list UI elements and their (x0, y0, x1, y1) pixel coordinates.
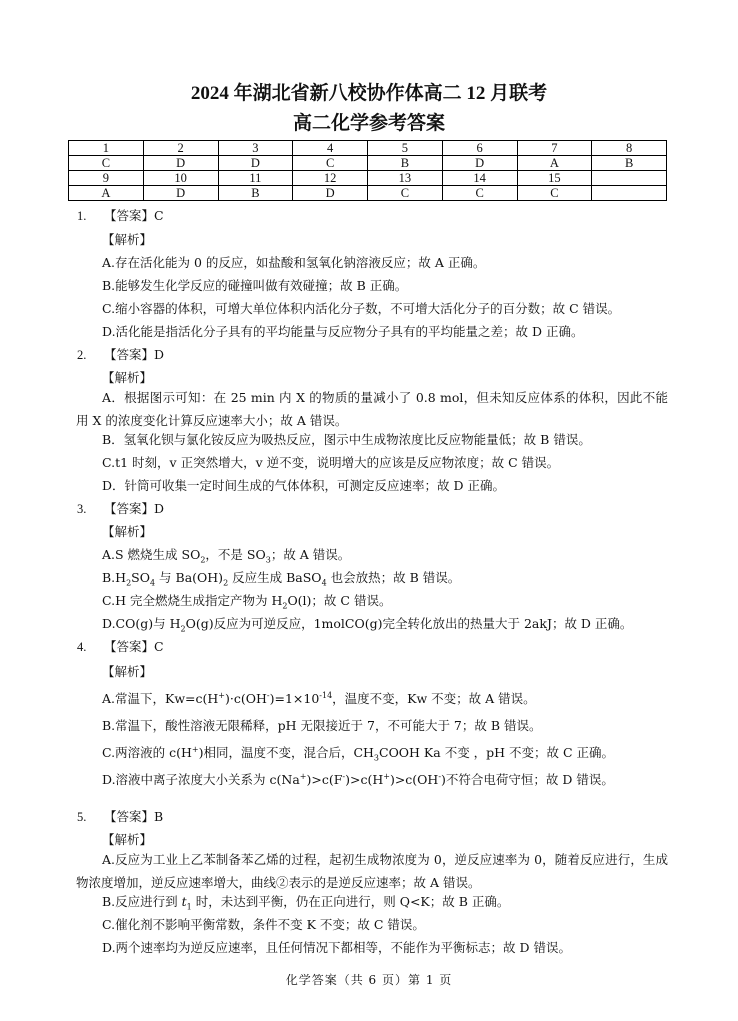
q5-answer (77, 809, 163, 825)
q3-answer (77, 501, 164, 517)
table-cell: D (293, 186, 368, 201)
q2-answer (77, 347, 164, 363)
table-cell: C (293, 156, 368, 171)
table-cell: 13 (368, 171, 443, 186)
q3-line-b: $B.H_2SO_4$ 与 $Ba(OH)_2$ 反应生成 BaSO$_4$ 也会放热；故 B 错误。 (102, 570, 461, 588)
page-footer: 化学答案（共 6 页）第 1 页 (285, 973, 453, 987)
table-cell: C (517, 186, 592, 201)
table-cell: 6 (442, 141, 517, 156)
table-cell: 2 (143, 141, 218, 156)
page-subtitle: 高二化学参考答案 (292, 113, 445, 134)
table-cell: D (218, 156, 293, 171)
table-row (69, 171, 667, 186)
q5-answer-letter: B (154, 809, 164, 824)
q5-number: 5. (77, 810, 87, 824)
q2-para-a: A．根据图示可知：在 25 min 内 X 的物质的量减小了 0.8 mol，但未知反应体系的体积，因此不能用 X 的浓度变化计算反应速率大小；故 A 错误。 (76, 390, 668, 428)
q5-analysis-tag: 【解析】 (102, 832, 153, 847)
q4-answer-letter: C (154, 639, 164, 654)
table-cell: C (442, 186, 517, 201)
q3-line-a: A.S 燃烧生成 $SO_2$，不是 $SO_3$；故 A 错误。 (102, 547, 351, 565)
table-cell: 14 (442, 171, 517, 186)
table-cell: 10 (143, 171, 218, 186)
table-cell: 15 (517, 171, 592, 186)
answer-tag: 【答案】 (104, 809, 155, 824)
q5-line-b: B.反应进行到 $t_1$ 时，未达到平衡，仍在正向进行，则 Q<K；故 B 正确。 (102, 894, 510, 912)
q2-line-d: D．针筒可收集一定时间生成的气体体积，可测定反应速率；故 D 正确。 (102, 478, 505, 493)
table-cell (592, 186, 667, 201)
q5-para-a: A.反应为工业上乙苯制备苯乙烯的过程，起初生成物浓度为 0，逆反应速率为 0，随着反应进行，生成物浓度增加，逆反应速率增大，曲线②表示的是逆反应速率；故 A 错误。 (76, 852, 668, 890)
table-cell: 1 (69, 141, 144, 156)
q2-line-c: C.t1 时刻，v 正突然增大，v 逆不变，说明增大的应该是反应物浓度；故 C 错误。 (102, 455, 560, 470)
table-cell: 4 (293, 141, 368, 156)
q1-analysis-tag: 【解析】 (102, 232, 153, 247)
q5-line-d: D.两个速率均为逆反应速率，且任何情况下都相等，不能作为平衡标志；故 D 错误。 (102, 940, 572, 955)
table-row (69, 156, 667, 171)
answer-tag: 【答案】 (104, 347, 155, 362)
q5-line-c: C.催化剂不影响平衡常数，条件不变 K 不变；故 C 错误。 (102, 917, 425, 932)
q2-answer-letter: D (154, 347, 165, 362)
table-cell: C (368, 186, 443, 201)
table-row (69, 186, 667, 201)
q4-line-d: D.溶液中离子浓度大小关系为 c(Na+)>c(F-)>c(H+)>c(OH-)不符合电荷守恒；故 D 错误。 (102, 771, 614, 787)
q4-analysis-tag: 【解析】 (102, 664, 153, 679)
answer-tag: 【答案】 (104, 639, 155, 654)
q2-analysis-tag: 【解析】 (102, 370, 153, 385)
table-cell: 7 (517, 141, 592, 156)
table-row (69, 141, 667, 156)
q4-line-c: C.两溶液的 c(H+)相同，温度不变，混合后，$CH_3COOH$ Ka 不变 ，pH 不变；故 C 正确。 (102, 744, 615, 763)
q3-number: 3. (77, 502, 87, 516)
q2-line-b: B．氢氧化钡与氯化铵反应为吸热反应，图示中生成物浓度比反应物能量低；故 B 错误。 (102, 432, 591, 447)
table-cell: 11 (218, 171, 293, 186)
table-cell: B (368, 156, 443, 171)
answer-tag: 【答案】 (104, 501, 155, 516)
table-cell: C (69, 156, 144, 171)
q1-line-b: B.能够发生化学反应的碰撞叫做有效碰撞；故 B 正确。 (102, 278, 408, 293)
table-cell: A (69, 186, 144, 201)
q3-line-d: D.CO(g)与 $H_2O(g)$反应为可逆反应，1molCO(g)完全转化放出的热量大于 2akJ；故 D 正确。 (102, 616, 633, 634)
q1-line-c: C.缩小容器的体积，可增大单位体积内活化分子数，不可增大活化分子的百分数；故 C 错误。 (102, 301, 621, 316)
q1-number: 1. (77, 209, 87, 223)
answer-tag: 【答案】 (104, 208, 155, 223)
table-cell: 8 (592, 141, 667, 156)
q3-analysis-tag: 【解析】 (102, 524, 153, 539)
q1-answer (77, 208, 164, 224)
table-cell: A (517, 156, 592, 171)
page-title: 2024 年湖北省新八校协作体高二 12 月联考 (190, 83, 548, 104)
table-cell: B (218, 186, 293, 201)
q3-answer-letter: D (154, 501, 165, 516)
q4-answer (77, 639, 164, 655)
table-cell: B (592, 156, 667, 171)
table-cell: D (143, 156, 218, 171)
q4-number: 4. (77, 640, 87, 654)
q1-answer-letter: C (154, 208, 164, 223)
table-cell: D (143, 186, 218, 201)
table-cell: 9 (69, 171, 144, 186)
q1-line-d: D.活化能是指活化分子具有的平均能量与反应物分子具有的平均能量之差；故 D 正确。 (102, 324, 584, 339)
q2-number: 2. (77, 348, 87, 362)
q4-line-a: A.常温下，$Kw=c(H^+)\cdot c(OH^-)=1\times 10^{-14}$，温度不变，Kw 不变；故 A 错误。 (102, 690, 536, 706)
table-cell: 5 (368, 141, 443, 156)
answer-table (68, 140, 667, 201)
q1-line-a: A.存在活化能为 0 的反应，如盐酸和氢氧化钠溶液反应；故 A 正确。 (102, 255, 486, 270)
table-cell (592, 171, 667, 186)
table-cell: D (442, 156, 517, 171)
q3-line-c: C.H 完全燃烧生成指定产物为 $H_2O(l)$；故 C 错误。 (102, 593, 392, 611)
table-cell: 12 (293, 171, 368, 186)
q4-line-b: B.常温下，酸性溶液无限稀释，pH 无限接近于 7，不可能大于 7；故 B 错误。 (102, 718, 542, 733)
table-cell: 3 (218, 141, 293, 156)
